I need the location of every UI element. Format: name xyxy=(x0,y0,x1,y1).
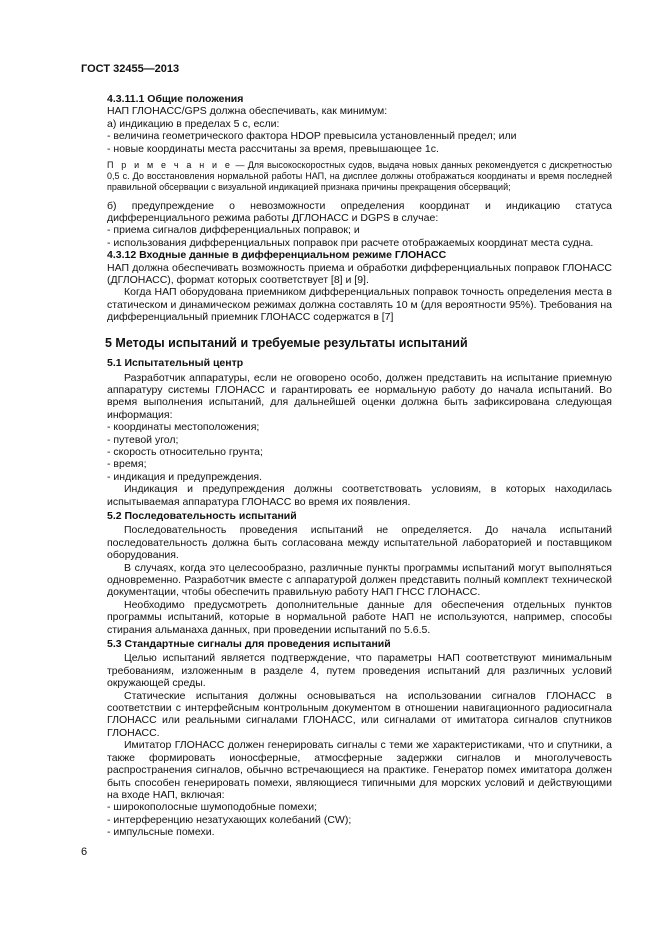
note-label: П р и м е ч а н и е xyxy=(107,160,233,171)
paragraph: Необходимо предусмотреть дополнительные данные для обеспечения отдельных пунктов программы испытаний, которые в нормальной работе НАП не используются, например, способы стирания альманаха данных, при проведении испытаний по 5.6.5. xyxy=(107,598,612,636)
paragraph: НАП должна обеспечивать возможность приема и обработки дифференциальных поправок ГЛОНАСС (ДГЛОНАСС), формат которых соответствует [8] и [9]. xyxy=(107,261,612,287)
paragraph: НАП ГЛОНАСС/GPS должна обеспечивать, как минимум: xyxy=(107,105,388,118)
list-item: - координаты местоположения; xyxy=(107,421,260,434)
paragraph: Когда НАП оборудована приемником дифференциальных поправок точность определения места в статическом и динамическом режимах должна составлять 10 м (для вероятности 95%). Требования на дифференциальный приемник ГЛОНАСС содержатся в [7] xyxy=(107,286,612,324)
section-5-2-title: 5.2 Последовательность испытаний xyxy=(107,509,297,522)
list-item: - импульсные помехи. xyxy=(107,826,215,839)
page-header: ГОСТ 32455—2013 xyxy=(81,63,180,75)
list-item: - величина геометрического фактора HDOP превысила установленный предел; или xyxy=(107,130,517,143)
section-5-3-title: 5.3 Стандартные сигналы для проведения испытаний xyxy=(107,638,391,651)
list-item: - широкополосные шумоподобные помехи; xyxy=(107,801,318,814)
note-text: — Для высокоскоростных судов, выдача новых данных рекомендуется с дискретностью 0,5 с. До восстановления нормальной работы НАП, на дисплее должны отображаться координаты и время последней правильной обсервации с визуальной индикацией признака причины прекращения обсерваций; xyxy=(107,160,612,193)
list-item: - время; xyxy=(107,458,147,471)
section-4-3-11-1-title: 4.3.11.1 Общие положения xyxy=(107,93,244,105)
paragraph: Индикация и предупреждения должны соответствовать условиям, в которых находилась испытываемая аппаратура ГЛОНАСС во время их появления. xyxy=(107,483,612,508)
paragraph: Целью испытаний является подтверждение, что параметры НАП соответствуют минимальным требованиям, изложенным в разделе 4, путем проведения испытаний для различных условий окружающей среды. xyxy=(107,652,612,690)
list-item: - приема сигналов дифференциальных поправок; и xyxy=(107,224,360,237)
section-5-1-title: 5.1 Испытательный центр xyxy=(107,357,244,370)
list-item: - интерференцию незатухающих колебаний (CW); xyxy=(107,813,352,826)
list-item: - путевой угол; xyxy=(107,433,179,446)
list-item: - скорость относительно грунта; xyxy=(107,445,263,458)
section-5-title: 5 Методы испытаний и требуемые результаты испытаний xyxy=(105,335,468,350)
list-item: - использования дифференциальных поправок при расчете отображаемых координат места судна. xyxy=(107,236,594,249)
list-item: - индикация и предупреждения. xyxy=(107,470,263,483)
list-item-a: а) индикацию в пределах 5 с, если: xyxy=(107,117,280,130)
section-4-3-12-title: 4.3.12 Входные данные в дифференциальном режиме ГЛОНАСС xyxy=(107,249,447,262)
page-content xyxy=(107,93,612,839)
paragraph: Последовательность проведения испытаний не определяется. До начала испытаний последовательность должна быть согласована между испытательной лабораторией и поставщиком оборудования. xyxy=(107,524,612,562)
note xyxy=(107,160,612,194)
page-number: 6 xyxy=(81,846,88,858)
paragraph: Имитатор ГЛОНАСС должен генерировать сигналы с теми же характеристиками, что и спутники, а также формировать ионосферные, атмосферные задержки сигналов и многолучевость распространения сигналов, обычно встречающиеся на практике. Генератор помех имитатора должен быть способен генерировать помехи, являющиеся типичными для морских условий и действующими на входе НАП, включая: xyxy=(107,739,612,801)
paragraph: В случаях, когда это целесообразно, различные пункты программы испытаний могут выполняться одновременно. Разработчик вместе с аппаратурой должен представить полный комплект технической документации, чтобы обеспечить правильную работу НАП ГНСС ГЛОНАСС. xyxy=(107,561,612,599)
list-item: - новые координаты места рассчитаны за время, превышающее 1с. xyxy=(107,142,439,155)
paragraph: Статические испытания должны основываться на использовании сигналов ГЛОНАСС в соответствии с интерфейсным контрольным документом в отношении навигационного радиосигнала ГЛОНАСС или реальными сигналами ГЛОНАСС, или сигналами от имитатора сигналов спутников ГЛОНАСС. xyxy=(107,689,612,739)
list-item-b: б) предупреждение о невозможности определения координат и индикацию статуса дифференциального режима работы ДГЛОНАСС и DGPS в случае: xyxy=(107,199,612,225)
paragraph: Разработчик аппаратуры, если не оговорено особо, должен представить на испытание приемную аппаратуру системы ГЛОНАСС и гарантировать ее нормальную работу до начала испытаний. Во время выполнения испытаний, для дальнейшей оценки должна быть зафиксирована следующая информация: xyxy=(107,371,612,421)
